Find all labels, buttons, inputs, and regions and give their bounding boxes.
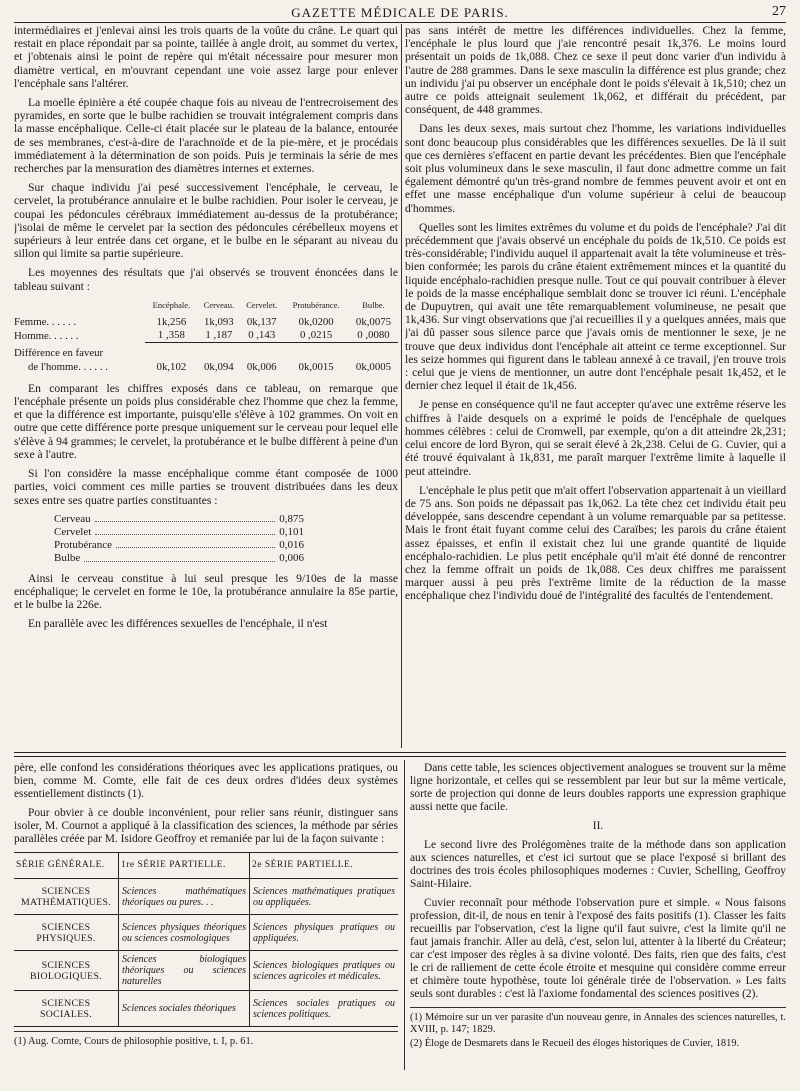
feuilleton-right-column bbox=[410, 762, 786, 1082]
page-number: 27 bbox=[772, 4, 786, 19]
paragraph: Pour obvier à ce double inconvénient, pour relier sans réunir, distinguer sans isoler, M. Cournot a appliqué à la classification des sciences, la méthode par séries parallèles créée par M. Isidore Geoffroy et remaniée par lui de la façon suivante : bbox=[14, 807, 398, 845]
footnote: (2) Éloge de Desmarets dans le Recueil des éloges historiques de Cuvier, 1819. bbox=[410, 1038, 740, 1049]
paragraph: Le second livre des Prolégomènes traite de la méthode dans son application aux sciences naturelles, et c'est ici surtout que se place l'exposé si brillant des doctrines des trois écoles philosophiques modernes : Cuvier, Schelling, Geoffroy Saint-Hilaire. bbox=[410, 839, 786, 890]
table-cell: Sciences physiques théoriques ou sciences cosmologiques bbox=[119, 915, 250, 951]
section-numeral: II. bbox=[592, 820, 604, 832]
table-cell: 1 ,187 bbox=[205, 329, 233, 342]
table-cell: 0k,102 bbox=[156, 360, 187, 373]
journal-title: GAZETTE MÉDICALE DE PARIS. bbox=[291, 5, 509, 20]
column-header: Bulbe. bbox=[362, 299, 385, 310]
table-cell: Sciences sociales pratiques ou sciences politiques. bbox=[250, 991, 399, 1027]
table-cell: 0 ,143 bbox=[248, 329, 276, 342]
row-label: Différence en faveur bbox=[14, 347, 104, 360]
science-series-table bbox=[14, 852, 398, 1027]
column-divider bbox=[401, 24, 402, 748]
paragraph: père, elle confond les considérations théoriques avec les applications pratiques, ou bien, comme M. Comte, elle fait de ces deux ordres d'idées deux systèmes essentiellement distincts (1). bbox=[14, 762, 398, 800]
column-header: Cervelet. bbox=[246, 299, 278, 310]
row-label: de l'homme. . . . . . bbox=[28, 360, 108, 373]
table-row bbox=[14, 915, 398, 951]
parts-list bbox=[54, 513, 304, 566]
column-header: 2e SÉRIE PARTIELLE. bbox=[250, 853, 399, 879]
table-cell: 0k,0075 bbox=[355, 316, 392, 329]
table-cell: SCIENCES MATHÉMATIQUES. bbox=[14, 879, 119, 915]
list-item: Cerveau 0,875 bbox=[54, 512, 304, 525]
paragraph: Ainsi le cerveau constitue à lui seul presque les 9/10es de la masse encéphalique; le cervelet en forme le 10e, la protubérance annulaire la 85e partie, et le bulbe la 226e. bbox=[14, 571, 398, 611]
table-cell: Sciences sociales théoriques bbox=[119, 991, 250, 1027]
column-header: Cerveau. bbox=[203, 299, 235, 310]
paragraph: La moelle épinière a été coupée chaque fois au niveau de l'entrecroisement des pyramides, en sorte que le bulbe rachidien se trouvait intégralement compris dans la masse encéphalique. Celle-ci était placée sur le plateau de la balance, entourée de ses membranes, c'est-à-dire de l'arachnoïde et de la pie-mère, et je procédais immédiatement à la détermination de son poids. Puis je terminais la série de mes recherches par la mensuration des diamètres internes et externes. bbox=[14, 96, 398, 176]
table-cell: 1k,256 bbox=[156, 316, 187, 329]
paragraph: Les moyennes des résultats que j'ai observés se trouvent énoncées dans le tableau suivant : bbox=[14, 266, 398, 293]
table-cell: 0 ,0080 bbox=[357, 329, 390, 342]
paragraph: L'encéphale le plus petit que m'ait offert l'observation appartenait à un vieillard de 75 ans. Son poids ne dépassait pas 1k,062. La tête chez cet individu était peu développée, sans descendre cependant à un volume remarquable par sa petitesse. Mais le front était fuyant comme celui des Caraïbes; les parois du crâne étaient assez épaisses, et enfin il existait chez lui une grande quantité de liquide encéphalo-rachidien. Le plus petit encéphale qu'il m'ait été donné de rencontrer chez la femme offrait un poids de 1k,088. Ces deux chiffres me paraissent marquer aussi à peu près l'extrême limite de la réduction de la masse encéphalique chez l'individu doué de l'intégralité des facultés de l'entendement. bbox=[405, 483, 786, 603]
table-cell: 1 ,358 bbox=[157, 329, 185, 342]
table-cell: Sciences physiques pratiques ou appliquées. bbox=[250, 915, 399, 951]
paragraph: Dans les deux sexes, mais surtout chez l'homme, les variations individuelles sont donc beaucoup plus considérables que les différences sexuelles. De là il suit que ces dernières s'effacent en partie devant les précédentes. Bien que l'encéphale soit plus volumineux dans le sexe masculin, il faut donc admettre comme un fait également démontré qu'un très-grand nombre de femmes peuvent avoir et ont en effet une masse encéphalique d'un volume supérieur à celui de beaucoup d'hommes. bbox=[405, 122, 786, 215]
table-row bbox=[14, 361, 398, 374]
right-column bbox=[405, 24, 786, 746]
column-divider bbox=[404, 760, 405, 1070]
section-rule bbox=[14, 756, 786, 757]
list-item: Protubérance 0,016 bbox=[54, 539, 304, 552]
row-label: Homme. . . . . . bbox=[14, 329, 79, 342]
table-row bbox=[14, 347, 398, 360]
table-cell: SCIENCES SOCIALES. bbox=[14, 991, 119, 1027]
table-header-row bbox=[14, 299, 398, 316]
row-label: Femme. . . . . . bbox=[14, 316, 77, 329]
table-cell: Sciences mathématiques pratiques ou appliquées. bbox=[250, 879, 399, 915]
list-item: Cervelet 0,101 bbox=[54, 525, 304, 538]
table-cell: 0k,0005 bbox=[355, 360, 392, 373]
table-row bbox=[14, 951, 398, 991]
feuilleton-left-column bbox=[14, 762, 398, 1082]
paragraph: En parallèle avec les différences sexuelles de l'encéphale, il n'est bbox=[28, 617, 328, 631]
paragraph: En comparant les chiffres exposés dans ce tableau, on remarque que l'encéphale présente un poids plus considérable chez l'homme que chez la femme, et que la différence est importante, puisqu'elle s'élève à 102 grammes. On voit en outre que cette différence porte presque uniquement sur le cerveau pour lequel elle s'élève à 94 grammes; le cervelet, la protubérance et le bulbe diffèrent à peine d'un sexe à l'autre. bbox=[14, 381, 398, 461]
table-cell: Sciences biologiques théoriques ou sciences naturelles bbox=[119, 951, 250, 991]
table-cell: 1k,093 bbox=[204, 316, 234, 329]
table-cell: 0k,0200 bbox=[298, 316, 334, 329]
list-item: Bulbe 0,006 bbox=[54, 552, 304, 565]
table-cell: Sciences mathématiques théoriques ou pures. . . bbox=[119, 879, 250, 915]
table-cell: 0k,094 bbox=[204, 360, 234, 373]
paragraph: intermédiaires et j'enlevai ainsi les trois quarts de la voûte du crâne. Le quart qui restait en place répondait par sa pointe, taillée à angle droit, au sommet du vertex, et j'obtenais ainsi le point de repère qui m'était nécessaire pour mesurer mon diamètre vertical, en m'ouvrant cependant une voie assez large pour enlever l'encéphale sans l'altérer. bbox=[14, 24, 398, 90]
column-header: SÉRIE GÉNÉRALE. bbox=[14, 853, 119, 879]
left-column bbox=[14, 24, 398, 746]
table-cell: SCIENCES PHYSIQUES. bbox=[14, 915, 119, 951]
paragraph: Sur chaque individu j'ai pesé successivement l'encéphale, le cerveau, le cervelet, la protubérance annulaire et le bulbe rachidien. Pour isoler le cerveau, je coupai les pédoncules cérébraux immédiatement au-dessus de la protubérance; j'isolai de même le cervelet par la section des pédoncules cérébelleux moyens et supérieurs à leur entrée dans cet organe, et le bulbe en le séparant au niveau du sillon qui limite sa partie supérieure. bbox=[14, 181, 398, 261]
table-cell: 0k,0015 bbox=[298, 360, 334, 373]
footnote: (1) Aug. Comte, Cours de philosophie positive, t. I, p. 61. bbox=[14, 1031, 398, 1048]
table-row bbox=[14, 329, 398, 343]
table-row bbox=[14, 879, 398, 915]
table-row bbox=[14, 316, 398, 329]
table-row bbox=[14, 991, 398, 1027]
footnotes bbox=[410, 1007, 786, 1050]
table-cell: 0 ,0215 bbox=[299, 329, 333, 342]
column-header: Protubérance. bbox=[292, 299, 340, 310]
paragraph: Je pense en conséquence qu'il ne faut accepter qu'avec une extrême réserve les chiffres à l'aide desquels on a exprimé le poids de l'encéphale de quelques hommes célèbres : celui de Cromwell, par exemple, qu'on a dit atteindre 2k,231; celui encore de lord Byron, qui se serait élevé à 2k,238. Celui de G. Cuvier, qui a été trouvé équivalant à 1k,831, me paraît marquer l'extrême limite à laquelle il peut atteindre. bbox=[405, 398, 786, 478]
table-cell: SCIENCES BIOLOGIQUES. bbox=[14, 951, 119, 991]
section-rule bbox=[14, 752, 786, 753]
table-header-row bbox=[14, 853, 398, 879]
table-cell: Sciences biologiques pratiques ou sciences agricoles et médicales. bbox=[250, 951, 399, 991]
footnote: (1) Mémoire sur un ver parasite d'un nouveau genre, in Annales des sciences naturelles, t. XVIII, p. 147; 1829. bbox=[410, 1012, 786, 1035]
paragraph: Dans cette table, les sciences objectivement analogues se trouvent sur la même ligne horizontale, et celles qui se ressemblent par leur but sur la même verticale, sorte de projection qui donne de leurs doubles rapports une expression graphique aussi nette que facile. bbox=[410, 762, 786, 813]
column-header: 1re SÉRIE PARTIELLE. bbox=[119, 853, 250, 879]
table-cell: 0k,137 bbox=[246, 316, 277, 329]
paragraph: pas sans intérêt de mettre les différences individuelles. Chez la femme, l'encéphale le plus lourd que j'aie rencontré pesait 1k,376. Le moins lourd présentait un poids de 1k,088. Chez ce sexe il peut donc varier d'un individu à l'autre de 288 grammes. Dans le sexe masculin la différence est plus grande; chez un individu j'ai pu observer un encéphale dont le poids s'élevait à 1k,510; chez un autre ce poids atteignait seulement 1k,062, et différait du précédent, par conséquent, de 448 grammes. bbox=[405, 24, 786, 117]
paragraph: Cuvier reconnaît pour méthode l'observation pure et simple. « Nous faisons profession, dit-il, de nous en tenir à l'exposé des faits positifs (1). Classer les faits recueillis par l'observation, c'est la ligne qu'il faut suivre, c'est la limite qu'il ne faut jamais franchir. Aller au delà, c'est, selon lui, attenter à la liberté du Créateur; car c'est imposer des règles à sa divine volonté. Des faits, rien que des faits, c'est le cri de ralliement de cette école étroite et mesquine qui considère comme erreur et chimère toute hypothèse, toute loi générale tirée de l'observation. » Les faits seuls sont durables : c'est là l'axiome fondamental des sciences positives (2). bbox=[410, 897, 786, 1000]
brain-weight-table bbox=[14, 299, 398, 374]
paragraph: Si l'on considère la masse encéphalique comme étant composée de 1000 parties, voici comment ces mille parties se trouvent distribuées dans les deux sexes entre ses quatre parties constituantes : bbox=[14, 467, 398, 507]
table-cell: 0k,006 bbox=[246, 360, 277, 373]
paragraph: Quelles sont les limites extrêmes du volume et du poids de l'encéphale? J'ai dit précédemment que j'avais observé un encéphale du poids de 1k,510. Ce poids est très-considérable; l'individu auquel il appartenait avait la tête volumineuse et très-bien conformée; les parois du crâne étaient extrêmement minces et la quantité du liquide encéphalo-rachidien presque nulle. Tout ce qui pouvait contribuer à élever le poids de la masse encéphalique semblait donc se trouver ici réuni. L'encéphale de Dupuytren, qui avait une tête remarquablement volumineuse, ne pesait que 1k,436. Sur vingt observations que j'ai recueillies il y a quelques années, mais que j'ai dû passer sous silence parce que j'avais omis de mentionner le sexe, je ne trouve que deux individus dont l'encéphale ait atteint ce terme exceptionnel. Sur les seize hommes qui figurent dans le tableau annexé à ce travail, j'en trouve trois : celui que je viens de mentionner, un autre dont l'encéphale pesait 1k,452, et le dernier chez lequel il était de 1k,456. bbox=[405, 220, 786, 393]
column-header: Encéphale. bbox=[152, 299, 191, 310]
page-header bbox=[14, 4, 786, 23]
